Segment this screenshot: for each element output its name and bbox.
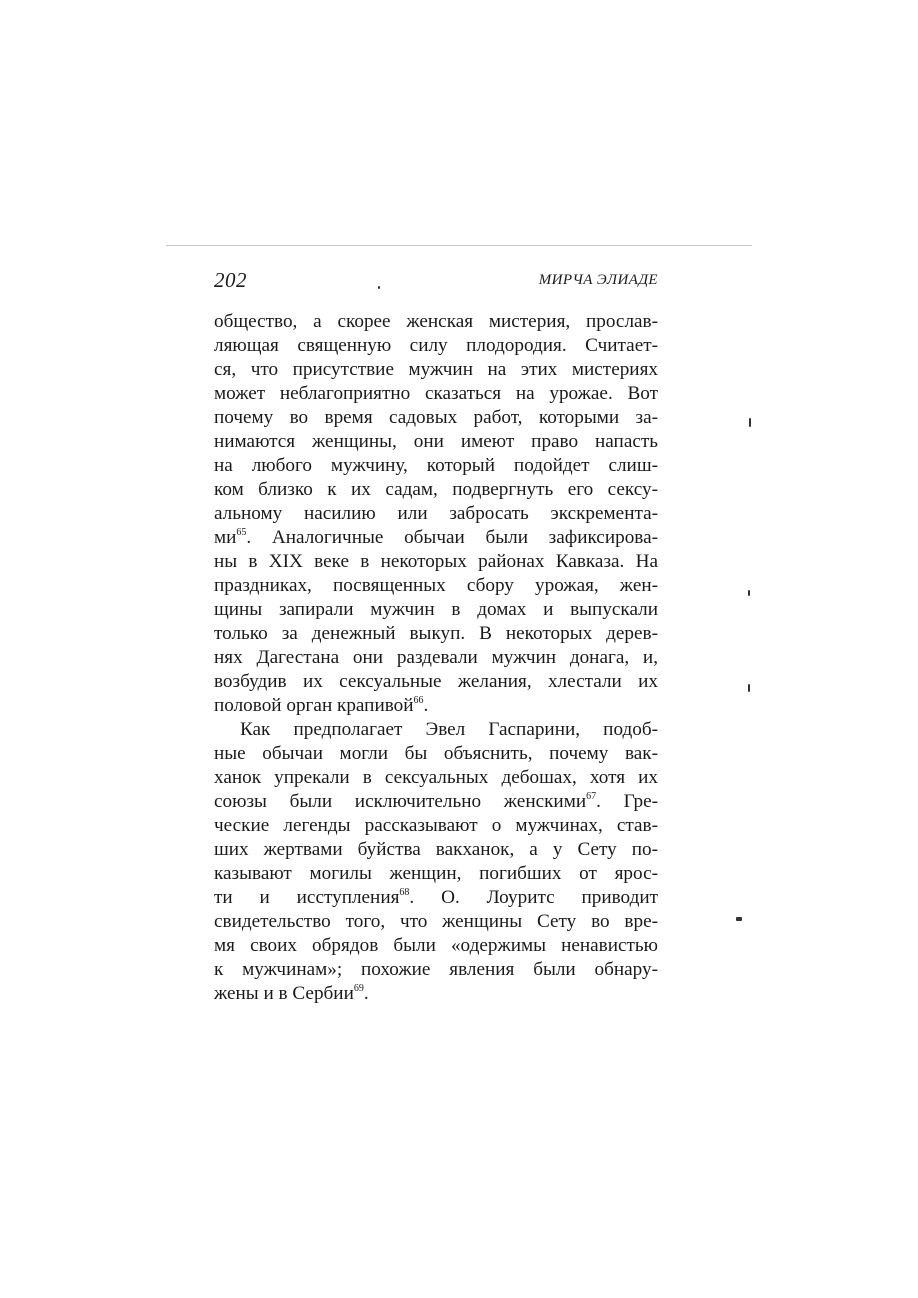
text-segment: половой орган крапивой (214, 695, 414, 716)
footnote-marker[interactable]: 67 (586, 791, 597, 802)
text-segment: Как предполагает Эвел Гаспарини, подоб- (240, 719, 658, 740)
text-line (214, 814, 658, 838)
paragraph (214, 310, 658, 718)
text-segment: нимаются женщины, они имеют право напасть (214, 431, 658, 452)
text-segment: почему во время садовых работ, которыми за- (214, 407, 658, 428)
text-segment: к мужчинам»; похожие явления были обнару- (214, 959, 658, 980)
footnote-marker[interactable]: 65 (236, 527, 247, 538)
text-segment: на любого мужчину, который подойдет слиш- (214, 455, 658, 476)
text-line (214, 670, 658, 694)
text-line (214, 790, 658, 814)
text-line (214, 502, 658, 526)
text-segment: . (363, 983, 369, 1004)
text-line (214, 430, 658, 454)
text-segment: альному насилию или забросать экскремента- (214, 503, 658, 524)
body-text (214, 310, 658, 1006)
text-line (214, 694, 658, 718)
text-line (214, 598, 658, 622)
text-line (214, 382, 658, 406)
text-line (214, 862, 658, 886)
text-segment: только за денежный выкуп. В некоторых дерев- (214, 623, 658, 644)
text-segment: ших жертвами буйства вакханок, а у Сету по- (214, 839, 658, 860)
footnote-marker[interactable]: 68 (399, 887, 410, 898)
scan-speck (748, 684, 750, 692)
scan-speck (748, 590, 750, 596)
text-segment: может неблагоприятно сказаться на урожае. Вот (214, 383, 658, 404)
text-line (214, 478, 658, 502)
text-line (214, 406, 658, 430)
text-segment: союзы были исключительно женскими (214, 791, 587, 812)
text-segment: жены и в Сербии (214, 983, 354, 1004)
text-line (214, 742, 658, 766)
text-line (214, 838, 658, 862)
text-line (214, 550, 658, 574)
text-segment: нях Дагестана они раздевали мужчин донага, и, (214, 647, 658, 668)
text-segment: . О. Лоуритс приводит (409, 887, 658, 908)
page-number: 202 (214, 268, 247, 292)
scan-speck (749, 418, 751, 427)
text-segment: . Гре- (596, 791, 658, 812)
text-line (214, 646, 658, 670)
text-line (214, 934, 658, 958)
footnote-marker[interactable]: 69 (353, 983, 364, 994)
text-segment: . (423, 695, 429, 716)
text-segment: щины запирали мужчин в домах и выпускали (214, 599, 658, 620)
text-line (214, 574, 658, 598)
text-line (214, 910, 658, 934)
text-segment: общество, а скорее женская мистерия, прослав- (214, 311, 658, 332)
text-segment: ханок упрекали в сексуальных дебошах, хотя их (214, 767, 658, 788)
text-segment: ляющая священную силу плодородия. Считает- (214, 335, 658, 356)
text-line (214, 886, 658, 910)
text-line (214, 334, 658, 358)
text-line (214, 718, 658, 742)
text-segment: казывают могилы женщин, погибших от ярос- (214, 863, 658, 884)
top-rule (166, 245, 752, 246)
text-segment: свидетельство того, что женщины Сету во вре- (214, 911, 658, 932)
text-line (214, 766, 658, 790)
text-segment: ческие легенды рассказывают о мужчинах, став- (214, 815, 658, 836)
text-segment: ные обычаи могли бы объяснить, почему вак- (214, 743, 658, 764)
text-line (214, 310, 658, 334)
text-segment: мя своих обрядов были «одержимы ненавистью (214, 935, 658, 956)
page-header (214, 268, 658, 298)
text-segment: ны в XIX веке в некоторых районах Кавказа. На (214, 551, 658, 572)
text-line (214, 526, 658, 550)
text-line (214, 622, 658, 646)
running-title: МИРЧА ЭЛИАДЕ (538, 272, 658, 288)
text-line (214, 958, 658, 982)
text-segment: ком близко к их садам, подвергнуть его сексу- (214, 479, 658, 500)
text-segment: . Аналогичные обычаи были зафиксирова- (246, 527, 658, 548)
text-segment: ти и исступления (214, 887, 400, 908)
text-segment: ми (214, 527, 237, 548)
text-line (214, 454, 658, 478)
text-line (214, 982, 658, 1006)
text-line (214, 358, 658, 382)
text-segment: ся, что присутствие мужчин на этих мистериях (214, 359, 658, 380)
footnote-marker[interactable]: 66 (413, 695, 424, 706)
text-segment: возбудив их сексуальные желания, хлестали их (214, 671, 658, 692)
scan-speck (378, 286, 380, 289)
scan-speck (736, 917, 742, 921)
text-segment: праздниках, посвященных сбору урожая, жен- (214, 575, 658, 596)
paragraph (214, 718, 658, 1006)
